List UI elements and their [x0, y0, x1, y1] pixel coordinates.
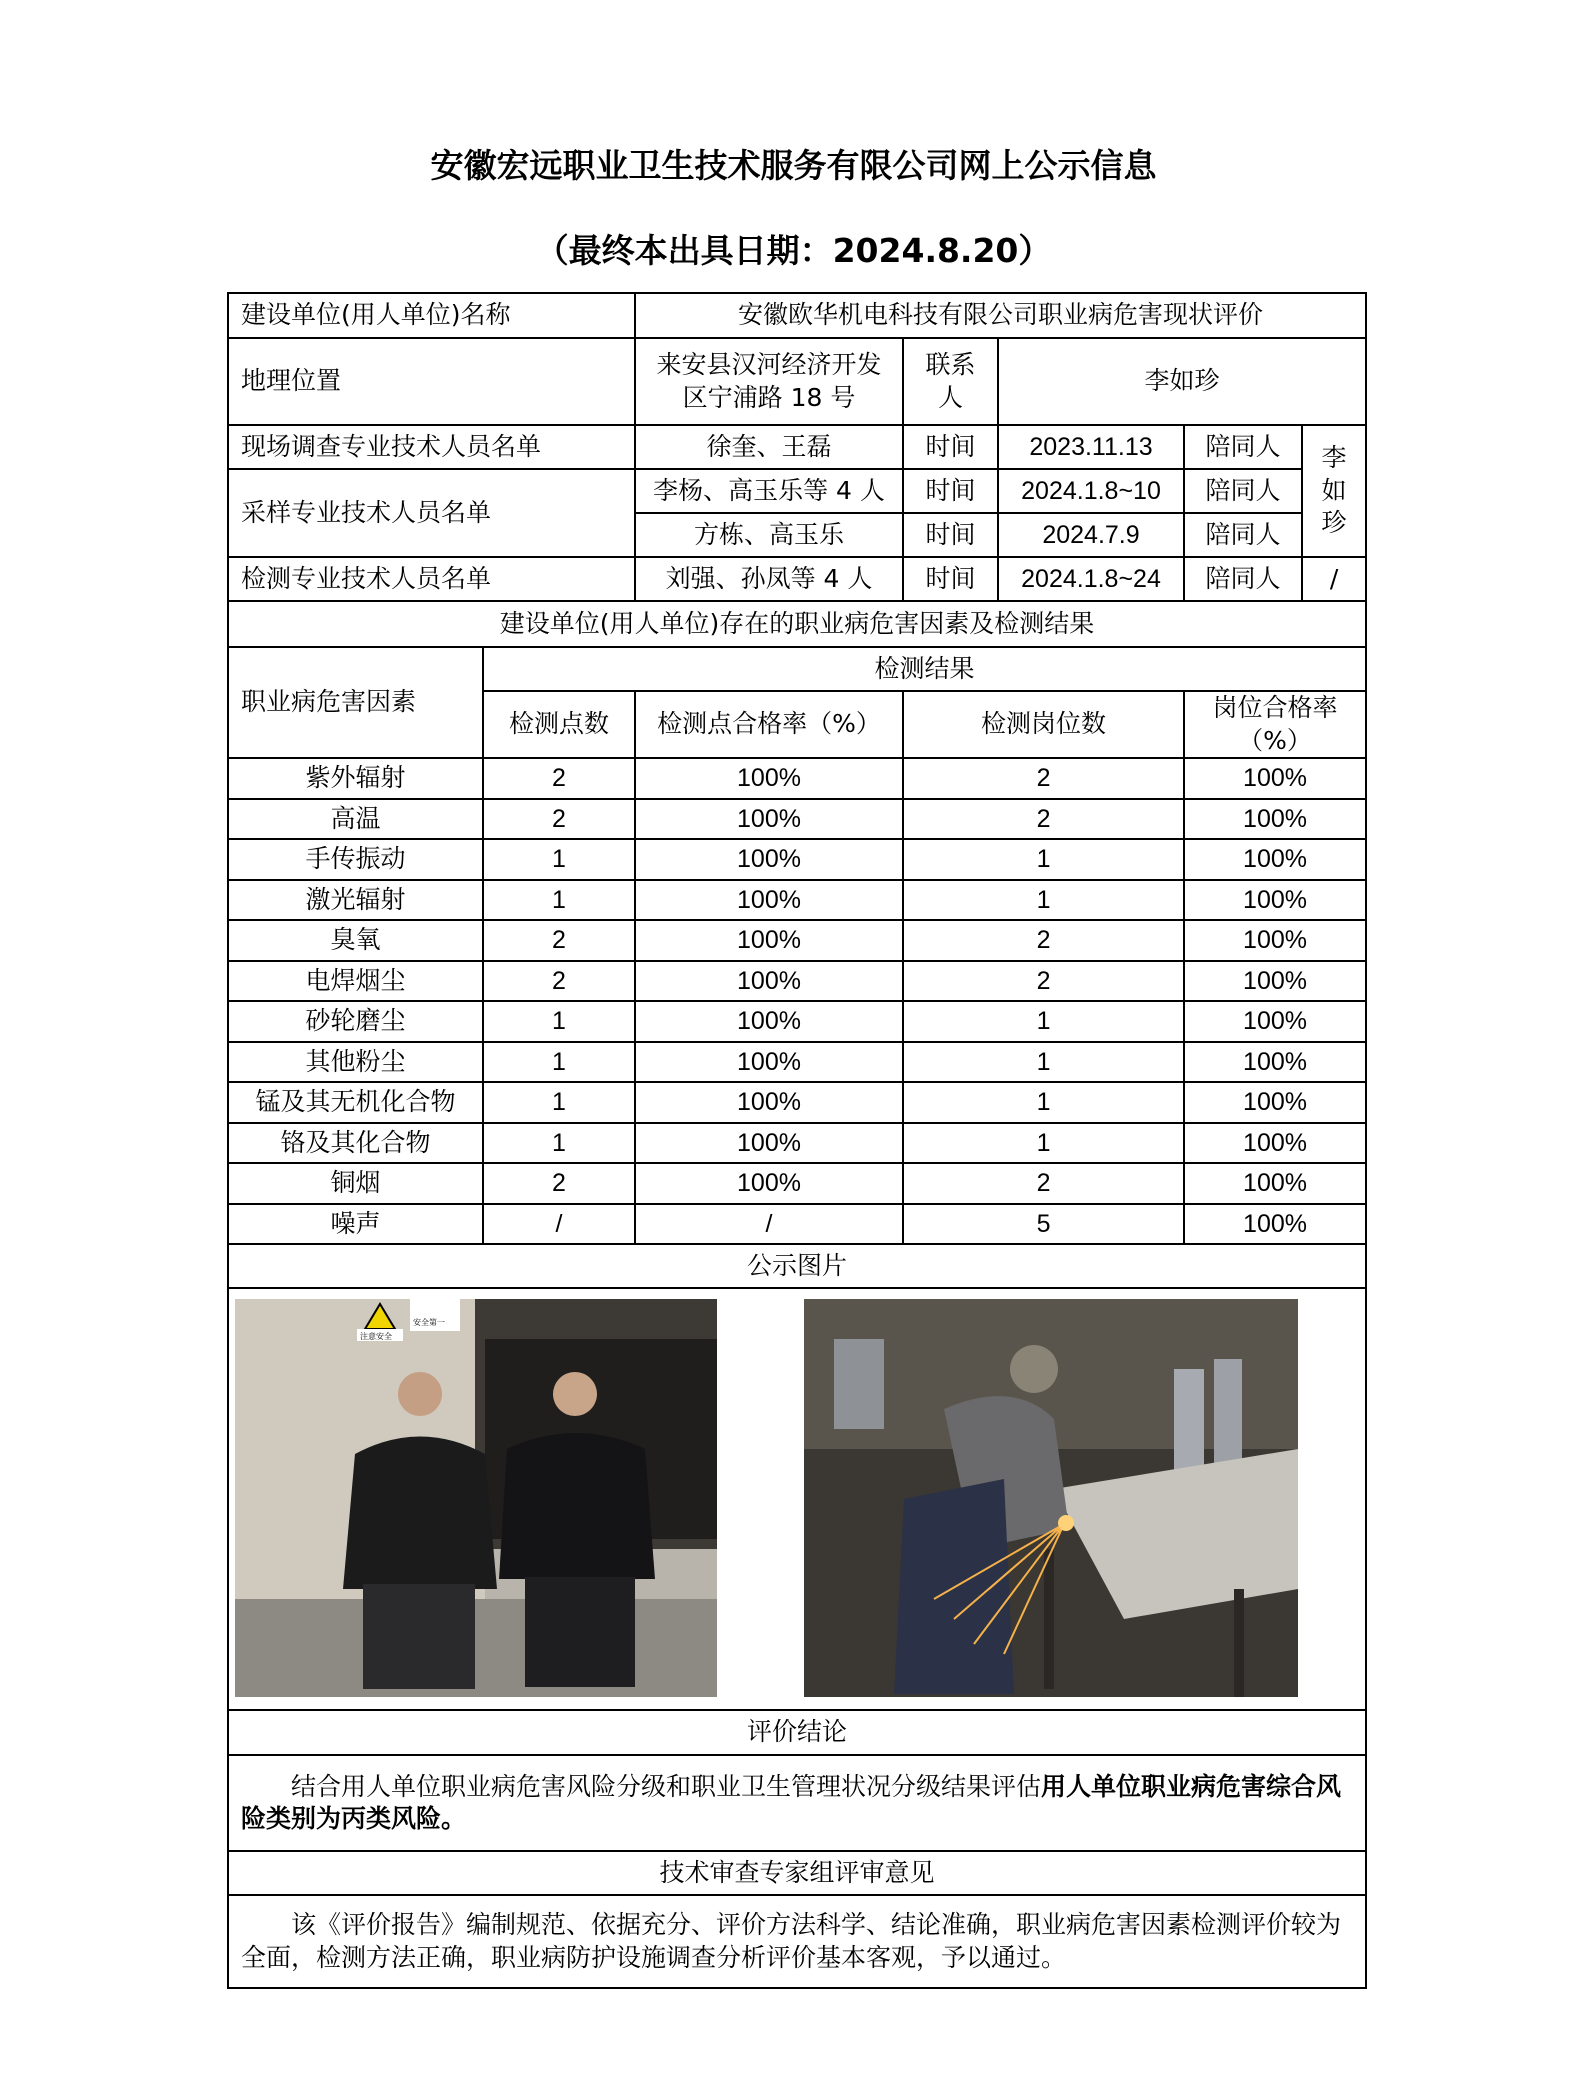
location-label: 地理位置: [228, 338, 635, 425]
location-value: [635, 338, 903, 425]
posts-cell: 1: [903, 839, 1184, 880]
conclusion-text-bold: 用人单位职业病危害综合风险类别为丙类风险。: [241, 1771, 1342, 1833]
conclusion-text: [228, 1755, 1366, 1851]
col-points: 检测点数: [483, 691, 635, 758]
factor-cell: 臭氧: [228, 920, 483, 961]
posts-rate-cell: 100%: [1184, 1001, 1366, 1042]
testing-label: 检测专业技术人员名单: [228, 557, 635, 601]
escort-label: 陪同人: [1184, 425, 1302, 469]
photos-section-title: 公示图片: [228, 1244, 1366, 1288]
escort-char: 李: [1321, 443, 1347, 473]
time-label: 时间: [903, 557, 998, 601]
factor-cell: 激光辐射: [228, 880, 483, 921]
result-row: [228, 758, 1366, 799]
posts-rate-cell: 100%: [1184, 758, 1366, 799]
factor-cell: 噪声: [228, 1204, 483, 1245]
unit-value: 安徽欧华机电科技有限公司职业病危害现状评价: [635, 293, 1366, 338]
time-label: 时间: [903, 425, 998, 469]
posts-rate-cell: 100%: [1184, 1163, 1366, 1204]
posts-cell: 2: [903, 1163, 1184, 1204]
survey-label: 现场调查专业技术人员名单: [228, 425, 635, 469]
posts-cell: 2: [903, 920, 1184, 961]
posts-cell: 5: [903, 1204, 1184, 1245]
factor-cell: 紫外辐射: [228, 758, 483, 799]
factor-cell: 砂轮磨尘: [228, 1001, 483, 1042]
conclusion-title: 评价结论: [228, 1710, 1366, 1755]
unit-label: 建设单位(用人单位)名称: [228, 293, 635, 338]
factor-cell: 电焊烟尘: [228, 961, 483, 1002]
points-rate-cell: 100%: [635, 1163, 903, 1204]
testing-staff: 刘强、孙凤等 4 人: [635, 557, 903, 601]
posts-cell: 2: [903, 758, 1184, 799]
factor-cell: 手传振动: [228, 839, 483, 880]
result-row: [228, 920, 1366, 961]
result-row: [228, 1123, 1366, 1164]
posts-rate-cell: 100%: [1184, 1123, 1366, 1164]
points-cell: 2: [483, 799, 635, 840]
posts-rate-cell: 100%: [1184, 1204, 1366, 1245]
results-section-title: 建设单位(用人单位)存在的职业病危害因素及检测结果: [228, 601, 1366, 647]
escort-char: 珍: [1321, 508, 1347, 538]
sign-text: 注意安全: [360, 1332, 392, 1341]
result-row: [228, 1163, 1366, 1204]
factor-cell: 其他粉尘: [228, 1042, 483, 1083]
result-row: [228, 1042, 1366, 1083]
posts-cell: 1: [903, 1082, 1184, 1123]
result-row: [228, 839, 1366, 880]
result-row: [228, 1204, 1366, 1245]
factor-header: 职业病危害因素: [228, 647, 483, 758]
review-title: 技术审查专家组评审意见: [228, 1851, 1366, 1895]
result-row: [228, 799, 1366, 840]
sampling-time-1: 2024.1.8~10: [998, 469, 1184, 513]
result-row: [228, 880, 1366, 921]
survey-staff: 徐奎、王磊: [635, 425, 903, 469]
points-cell: 2: [483, 920, 635, 961]
posts-rate-cell: 100%: [1184, 1042, 1366, 1083]
posts-cell: 2: [903, 799, 1184, 840]
points-rate-cell: 100%: [635, 1001, 903, 1042]
points-cell: 2: [483, 1163, 635, 1204]
contact-value: 李如珍: [998, 338, 1366, 425]
col-posts: 检测岗位数: [903, 691, 1184, 758]
escort-label: 陪同人: [1184, 513, 1302, 557]
photo-workshop: [804, 1299, 1298, 1697]
posts-cell: 1: [903, 1001, 1184, 1042]
escort-label: 陪同人: [1184, 469, 1302, 513]
points-rate-cell: 100%: [635, 1042, 903, 1083]
col-posts-rate: 岗位合格率（%）: [1184, 691, 1366, 758]
posts-cell: 2: [903, 961, 1184, 1002]
conclusion-text-normal: 结合用人单位职业病危害风险分级和职业卫生管理状况分级结果评估: [291, 1771, 1042, 1801]
photos-container: [229, 1289, 1365, 1709]
result-row: [228, 961, 1366, 1002]
points-rate-cell: 100%: [635, 880, 903, 921]
results-body: [228, 758, 1366, 1244]
points-rate-cell: /: [635, 1204, 903, 1245]
points-cell: 1: [483, 1001, 635, 1042]
points-cell: /: [483, 1204, 635, 1245]
time-label: 时间: [903, 469, 998, 513]
points-cell: 2: [483, 758, 635, 799]
result-row: [228, 1001, 1366, 1042]
points-cell: 1: [483, 1123, 635, 1164]
sign-text: 安全第一: [413, 1318, 445, 1327]
posts-rate-cell: 100%: [1184, 1082, 1366, 1123]
posts-cell: 1: [903, 1123, 1184, 1164]
col-points-rate: 检测点合格率（%）: [635, 691, 903, 758]
escort-label: 陪同人: [1184, 557, 1302, 601]
points-cell: 1: [483, 839, 635, 880]
location-line-1: 来安县汉河经济开发: [656, 350, 882, 379]
sampling-staff-2: 方栋、高玉乐: [635, 513, 903, 557]
posts-rate-cell: 100%: [1184, 920, 1366, 961]
location-line-2: 区宁浦路 18 号: [682, 382, 856, 412]
posts-rate-cell: 100%: [1184, 839, 1366, 880]
survey-time: 2023.11.13: [998, 425, 1184, 469]
factor-cell: 铬及其化合物: [228, 1123, 483, 1164]
points-rate-cell: 100%: [635, 799, 903, 840]
escort-testing: /: [1302, 557, 1366, 601]
issue-date: （最终本出具日期：2024.8.20）: [535, 231, 1052, 270]
escort-char: 如: [1321, 475, 1347, 505]
posts-rate-cell: 100%: [1184, 799, 1366, 840]
points-rate-cell: 100%: [635, 758, 903, 799]
posts-rate-cell: 100%: [1184, 961, 1366, 1002]
info-table: [227, 292, 1367, 1989]
photo-staff: [235, 1299, 717, 1697]
points-cell: 1: [483, 880, 635, 921]
points-rate-cell: 100%: [635, 839, 903, 880]
result-row: [228, 1082, 1366, 1123]
points-rate-cell: 100%: [635, 961, 903, 1002]
review-text: 该《评价报告》编制规范、依据充分、评价方法科学、结论准确，职业病危害因素检测评价较为全面，检测方法正确，职业病防护设施调查分析评价基本客观，予以通过。: [228, 1895, 1366, 1988]
points-cell: 1: [483, 1042, 635, 1083]
page-title: 安徽宏远职业卫生技术服务有限公司网上公示信息: [430, 146, 1157, 185]
contact-label-line-1: 联系: [925, 350, 976, 379]
factor-cell: 高温: [228, 799, 483, 840]
points-rate-cell: 100%: [635, 1123, 903, 1164]
points-cell: 2: [483, 961, 635, 1002]
sampling-staff-1: 李杨、高玉乐等 4 人: [635, 469, 903, 513]
photos-cell: [228, 1288, 1366, 1710]
escort-value: [1302, 425, 1366, 557]
results-header: 检测结果: [483, 647, 1366, 691]
testing-time: 2024.1.8~24: [998, 557, 1184, 601]
factor-cell: 铜烟: [228, 1163, 483, 1204]
posts-cell: 1: [903, 1042, 1184, 1083]
points-rate-cell: 100%: [635, 920, 903, 961]
points-cell: 1: [483, 1082, 635, 1123]
sampling-label: 采样专业技术人员名单: [228, 469, 635, 557]
sampling-time-2: 2024.7.9: [998, 513, 1184, 557]
points-rate-cell: 100%: [635, 1082, 903, 1123]
posts-rate-cell: 100%: [1184, 880, 1366, 921]
posts-cell: 1: [903, 880, 1184, 921]
contact-label: [903, 338, 998, 425]
contact-label-line-2: 人: [938, 382, 964, 412]
factor-cell: 锰及其无机化合物: [228, 1082, 483, 1123]
time-label: 时间: [903, 513, 998, 557]
